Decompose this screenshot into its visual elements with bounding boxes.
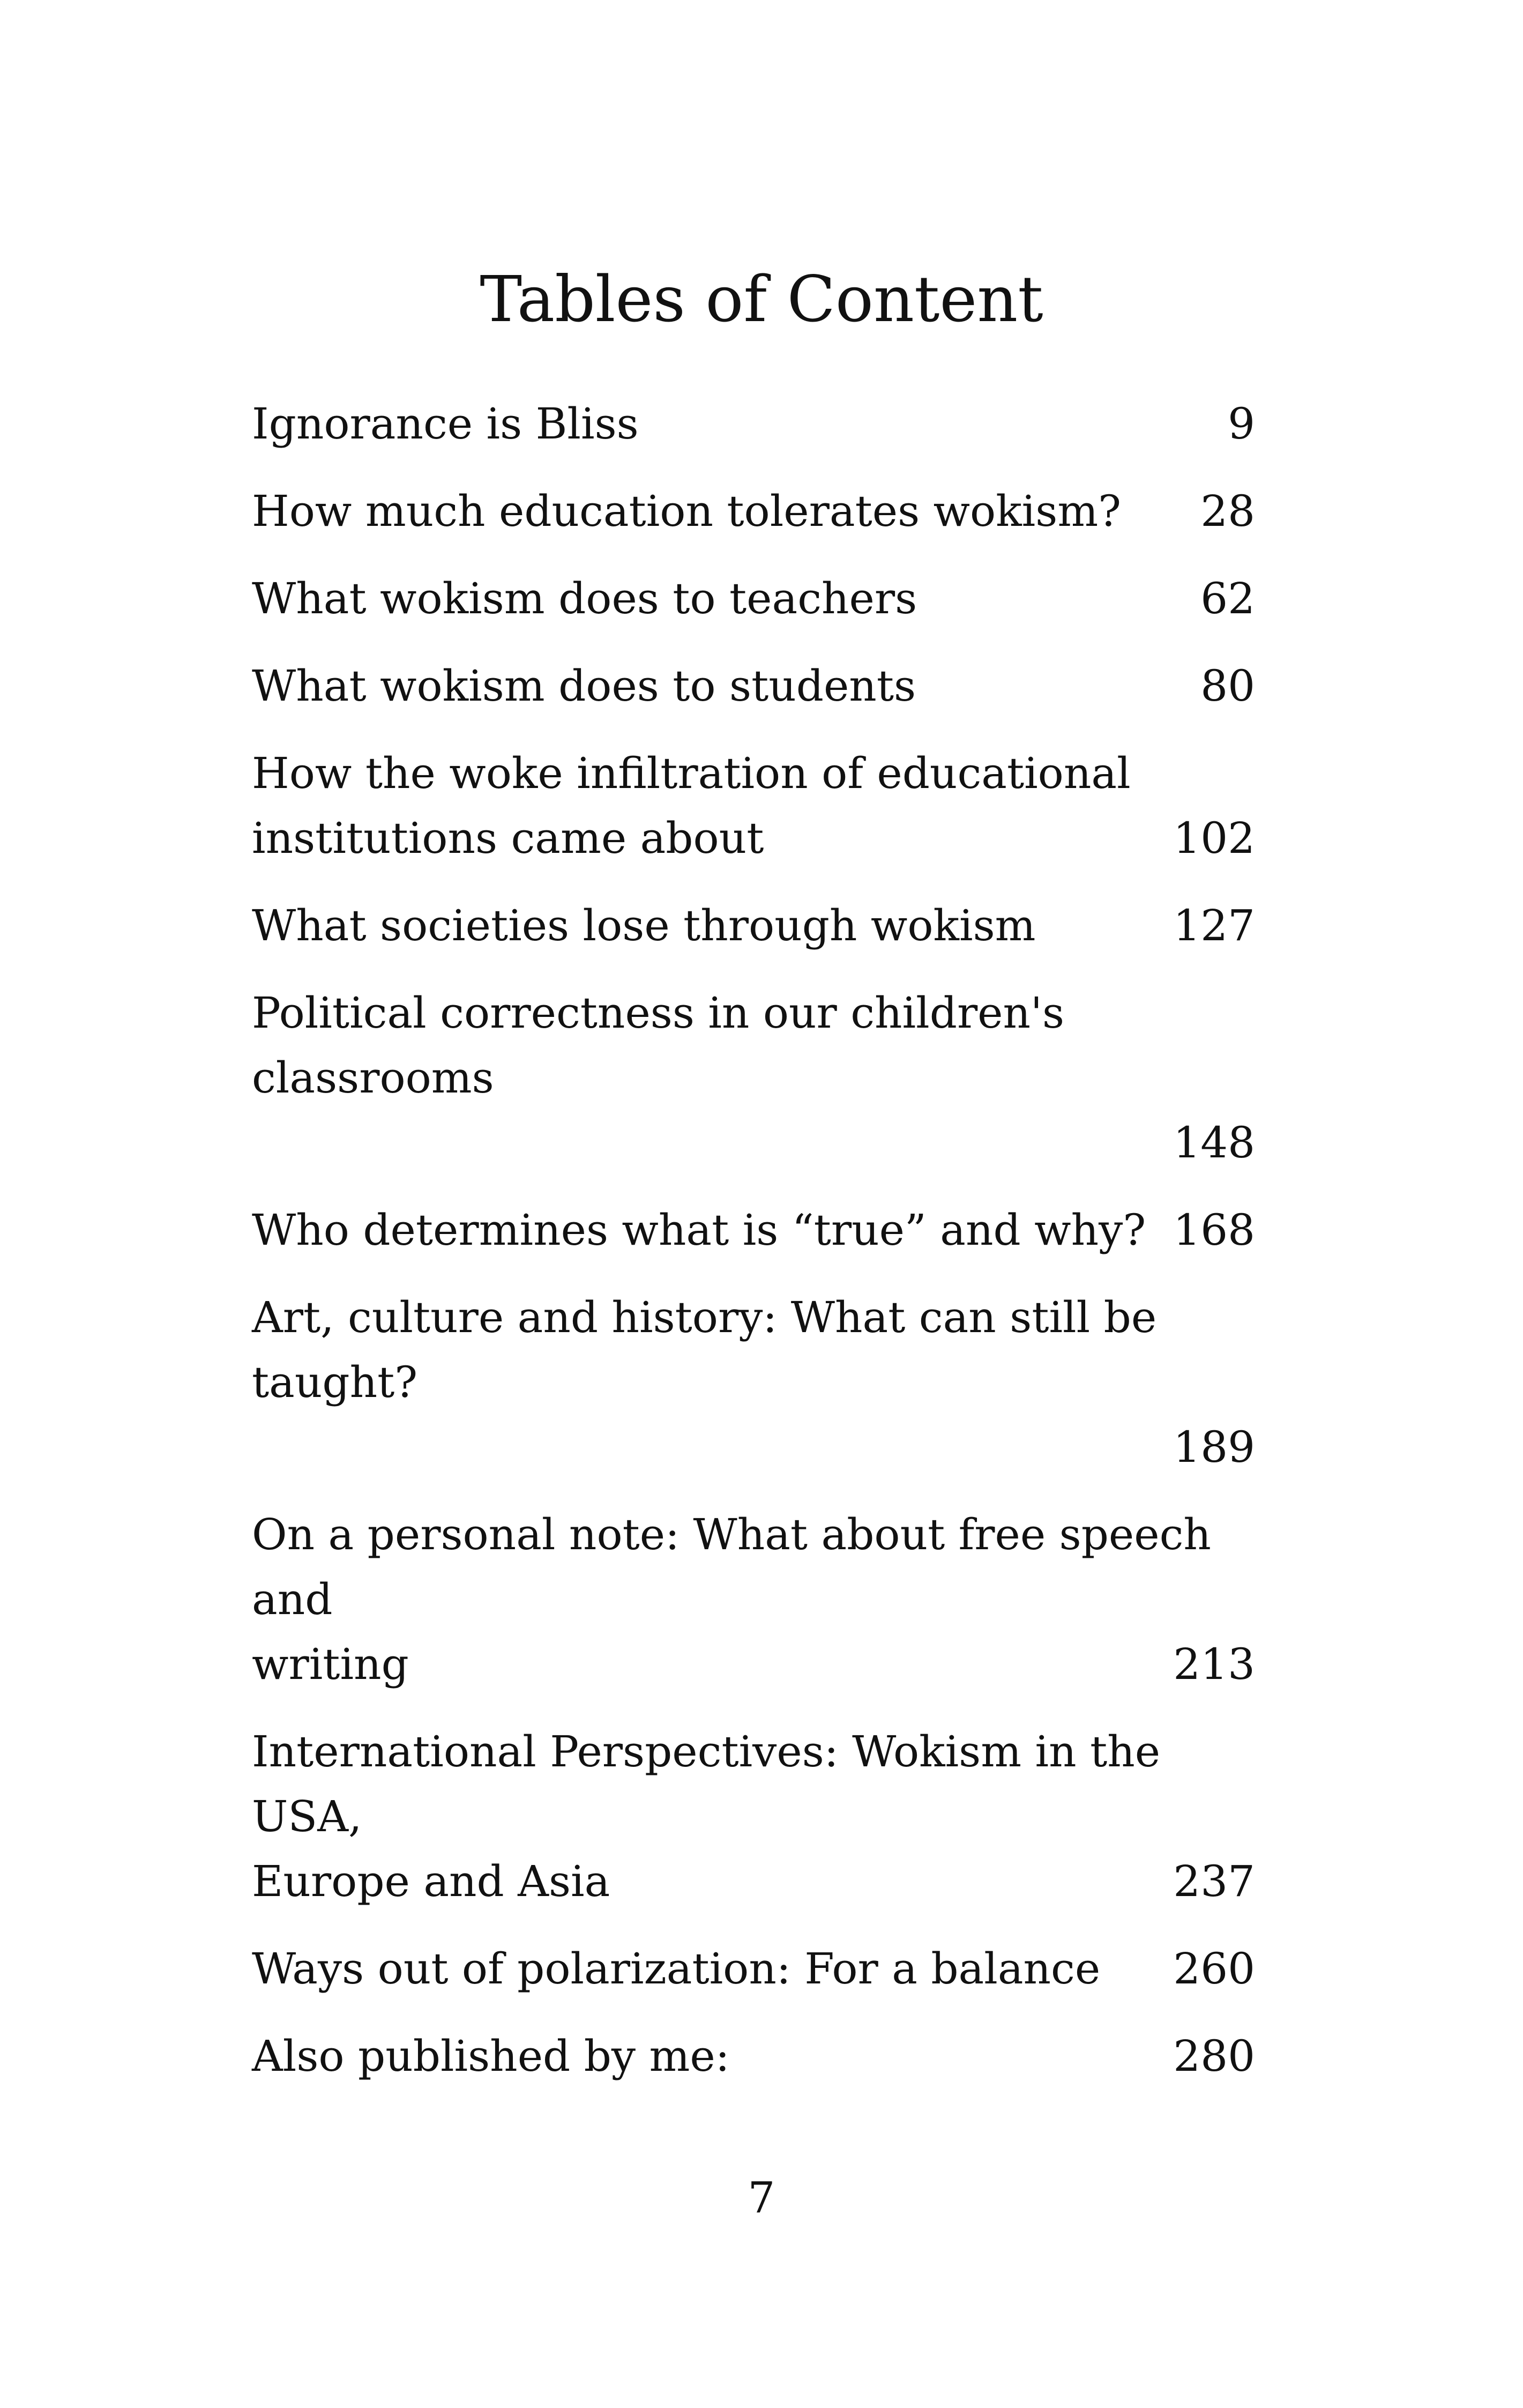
toc-entry [252,1198,1255,1262]
toc-entry-page: 28 [1200,486,1255,536]
toc-entry-page: 127 [1173,901,1255,950]
toc-entry-page: 280 [1173,2031,1255,2081]
toc-entry-title-line: Europe and Asia [252,1856,610,1906]
toc-entry-page: 80 [1200,661,1255,711]
page-number: 7 [748,2173,775,2223]
toc-entry-title: What societies lose through wokism [252,901,1036,950]
toc-entry [252,653,1255,718]
toc-entry-page: 168 [1173,1205,1255,1255]
toc-entry-page: 102 [1173,813,1255,863]
toc-entry-page: 260 [1173,1944,1255,1994]
toc-entry-title: Ways out of polarization: For a balance [252,1944,1101,1994]
toc-entry-title: What wokism does to teachers [252,574,917,623]
toc-entry-title-line: How the woke infiltration of educational [252,748,1131,798]
toc-entry [252,1285,1255,1480]
toc-entry [252,2024,1255,2089]
toc-entry-title-line: On a personal note: What about free speech and [252,1510,1211,1624]
toc-entry-title-line: writing [252,1639,409,1689]
toc-entry-title: Who determines what is “true” and why? [252,1205,1146,1255]
toc-entry-title: What wokism does to students [252,661,916,711]
toc-entry-page: 237 [1173,1856,1255,1906]
toc-entry-title: How much education tolerates wokism? [252,486,1122,536]
toc-entry-title-line: Political correctness in our children's classrooms [252,988,1065,1103]
page-title: Tables of Content [480,262,1043,336]
toc-entry-title-line: institutions came about [252,813,764,863]
toc-entry [252,980,1255,1175]
toc-entry-page: 9 [1228,399,1255,449]
toc-entry-page: 148 [1173,1118,1255,1168]
toc-entry [252,479,1255,544]
toc-entry [252,1719,1255,1914]
toc-entry [252,391,1255,456]
toc-entry-title-line: Art, culture and history: What can still be taught? [252,1292,1157,1407]
toc-entry-page: 189 [1173,1422,1255,1472]
toc-entry-title: Also published by me: [252,2031,730,2081]
toc-entry [252,893,1255,958]
toc-entry [252,1502,1255,1697]
toc-entry [252,566,1255,631]
toc-entry [252,741,1255,871]
toc-entry [252,1936,1255,2001]
toc-entry-page: 213 [1173,1639,1255,1689]
toc-entry-title-line: International Perspectives: Wokism in the USA, [252,1727,1161,1841]
table-of-contents [252,391,1255,2089]
toc-entry-title: Ignorance is Bliss [252,399,639,449]
toc-entry-page: 62 [1200,574,1255,623]
